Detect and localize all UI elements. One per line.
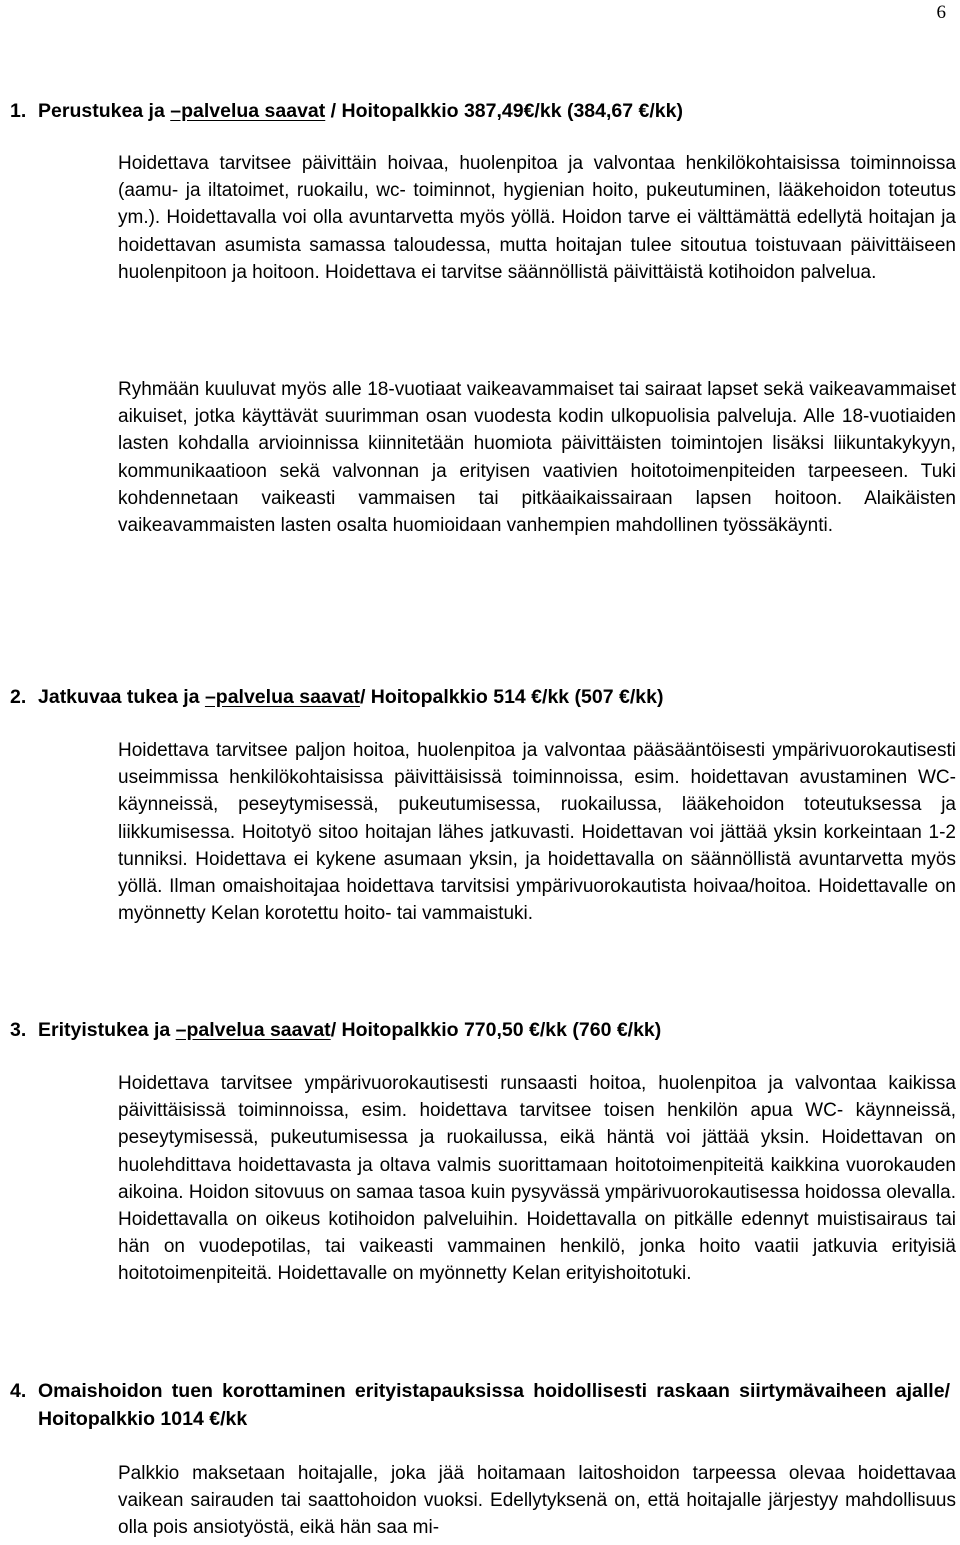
section-4-heading	[10, 1377, 950, 1433]
section-title: Erityistukea ja –palvelua saavat/ Hoitopalkkio 770,50 €/kk (760 €/kk)	[38, 1019, 662, 1041]
section-1-paragraph-2: Ryhmään kuuluvat myös alle 18-vuotiaat vaikeavammaiset tai sairaat lapset sekä vaikeavammaiset aikuiset, jotka käyttävät suurimman osan vuodesta kodin ulkopuolisia palveluja. Alle 18-vuotiaiden lasten kohdalla arvioinnissa kiinnitetään huomiota päivittäisten toimintojen lisäksi liikuntakykyyn, kommunikaatioon sekä valvonnan ja erityisen vaativien hoitotoimenpiteiden tarpeeseen. Tuki kohdennetaan vaikeasti vammaisen tai pitkäaikaissairaan lapsen hoitoon. Alaikäisten vaikeavammaisten lasten osalta huomioidaan vanhempien mahdollinen työssäkäynti.	[118, 379, 956, 537]
section-number: 4.	[10, 1380, 27, 1402]
section-3-paragraph-1: Hoidettava tarvitsee ympärivuorokautisesti runsaasti hoitoa, huolenpitoa ja valvontaa kaikissa päivittäisissä toiminnoissa, esim. hoidettava tarvitsee toisen henkilön apua WC- käynneissä, peseytymisessä, pukeutumisessa ja ruokailussa, eikä häntä voi jättää yksin. Hoidettavan on huolehdittava hoidettavasta ja oltava valmis suorittamaan hoitotoimenpiteitä kaikkina vuorokauden aikoina. Hoidon sitovuus on samaa tasoa kuin pysyvässä ympärivuorokautisessa hoidossa olevalla. Hoidettavalla on oikeus kotihoidon palveluihin. Hoidettavalla on pitkälle edennyt muistisairaus tai hän on vuodepotilas, tai vaikeasti vammainen henkilö, jonka hoito vaatii jatkuvia erityisiä hoitotoimenpiteitä. Hoidettavalle on myönnetty Kelan erityishoitotuki.	[118, 1073, 956, 1285]
section-title: Perustukea ja –palvelua saavat / Hoitopalkkio 387,49€/kk (384,67 €/kk)	[38, 100, 683, 122]
section-1-heading	[10, 97, 950, 125]
section-4-paragraph-1: Palkkio maksetaan hoitajalle, joka jää hoitamaan laitoshoidon tarpeessa olevaa hoidettavaa vaikean sairauden tai saattohoidon vuoksi. Edellytyksenä on, että hoitajalle järjestyy mahdollisuus olla pois ansiotyöstä, eikä hän saa mi-	[118, 1463, 956, 1539]
section-title: Jatkuvaa tukea ja –palvelua saavat/ Hoitopalkkio 514 €/kk (507 €/kk)	[38, 686, 664, 708]
section-3-heading	[10, 1016, 950, 1044]
section-number: 2.	[10, 686, 27, 708]
section-2-paragraph-1: Hoidettava tarvitsee paljon hoitoa, huolenpitoa ja valvontaa pääsääntöisesti ympärivuorokautisesti useimmissa henkilökohtaisissa päivittäisissä toiminnoissa, esim. hoidettavan avustaminen WC-käynneissä, peseytymisessä, pukeutumisessa, ruokailussa, lääkehoidon toteutuksessa ja liikkumisessa. Hoitotyö sitoo hoitajan lähes jatkuvasti. Hoidettavan voi jättää yksin korkeintaan 1-2 tunniksi. Hoidettava ei kykene asumaan yksin, ja hoidettavalla on säännöllistä avuntarvetta myös yöllä. Ilman omaishoitajaa hoidettava tarvitsisi ympärivuorokautista hoivaa/hoitoa. Hoidettavalle on myönnetty Kelan korotettu hoito- tai vammaistuki.	[118, 740, 956, 925]
page-number: 6	[936, 2, 946, 23]
section-1-paragraph-1: Hoidettava tarvitsee päivittäin hoivaa, huolenpitoa ja valvontaa henkilökohtaisissa toiminnoissa (aamu- ja iltatoimet, ruokailu, wc- toiminnot, hygienian hoito, pukeutuminen, lääkehoidon toteutus ym.). Hoidettavalla voi olla avuntarvetta myös yöllä. Hoidon tarve ei välttämättä edellytä hoitajan ja hoidettavan asumista samassa taloudessa, mutta hoitajan tulee sitoutua toistuvaan päivittäiseen huolenpitoon ja hoitoon. Hoidettava ei tarvitse säännöllistä päivittäistä kotihoidon palvelua.	[118, 153, 956, 283]
section-2-heading	[10, 683, 950, 711]
section-number: 1.	[10, 100, 27, 122]
section-title: Omaishoidon tuen korottaminen erityistapauksissa hoidollisesti raskaan siirtymävaiheen ajalle/ Hoitopalkkio 1014 €/kk	[38, 1380, 950, 1430]
section-number: 3.	[10, 1019, 27, 1041]
